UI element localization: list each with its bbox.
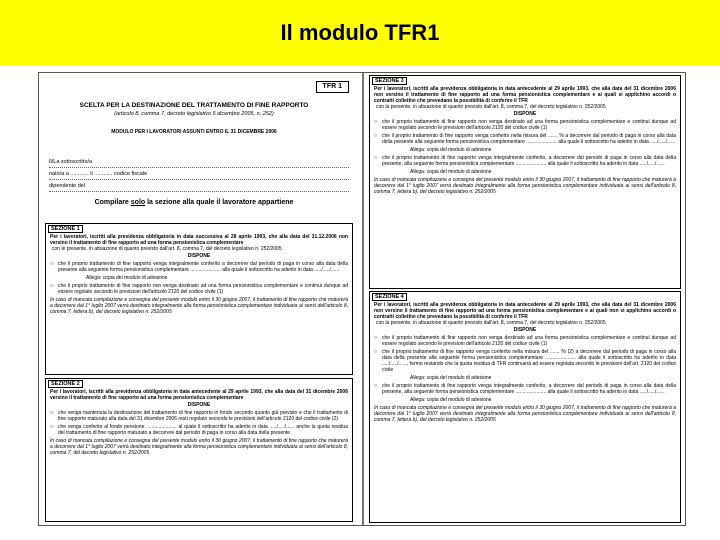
form-title: SCELTA PER LA DESTINAZIONE DEL TRATTAMENTO DI FINE RAPPORTO: [79, 102, 309, 109]
allega-note: Allega: copia del modulo di adesione: [410, 375, 492, 381]
section-label: SEZIONE 2: [48, 380, 83, 388]
radio-icon: ○: [374, 133, 378, 139]
section-note: In caso di mancata compilazione e consegna del presente modulo entro il 30 giugno 2007, il trattamento di fine rapporto che maturerà a decorrere dal 1° luglio 2007 verrà destinato integralmente alla forma pensionistica complementare individuata ai sensi dell'articolo 8, comma 7, del decreto legislativo n. 252/2005: [50, 438, 348, 456]
dispone-heading: DISPONE: [513, 111, 537, 117]
option-3: ○ che il proprio trattamento di fine rapporto venga integralmente conferito, a decorrere dal periodo di paga in corso alla data della presente, alla seguente forma pensionistica complementare ...................... alla quale il sottoscritto ha aderito in data ...../...../......: [374, 155, 676, 167]
radio-icon: ○: [50, 261, 54, 267]
section-context: con la presente, in attuazione di quanto previsto dall'art. 8, comma 7, del decreto legislativo n. 252/2005: [376, 104, 606, 110]
option-1: ○ che venga mantenuta la destinazione del trattamento di fine rapporto in fondo secondo quanto già previsto e che il trattamento di fine rapporto maturato alla data del 31 dicembre 2006 resti regolato secondo le previsioni dell'articolo 2120 del codice civile (2): [50, 410, 348, 422]
section-label: SEZIONE 3: [372, 77, 407, 85]
option-2: ○ che il proprio trattamento di fine rapporto venga conferito nella misura del ....... % a decorrere dal periodo di paga in corso alla data della presente alla seguente forma pensionistica complementare ...................... alla quale il sottoscritto ha aderito in data ...../...../......: [374, 133, 676, 145]
section-context: con la presente, in attuazione di quanto previsto dall'art. 8, comma 7, del decreto legislativo n. 252/2005: [376, 320, 606, 326]
left-column: [39, 73, 362, 525]
field-nato: nato/a a ............ il ............ codice fiscale: [49, 171, 349, 180]
form-subtitle: (articolo 8, comma 7, decreto legislativo 5 dicembre 2005, n. 252): [114, 111, 274, 117]
radio-icon: ○: [50, 424, 54, 430]
allega-note: Allega: copia del modulo di adesione: [410, 147, 492, 153]
option-1: ○ che il proprio trattamento di fine rapporto venga integralmente conferito a decorrere dal periodo di paga in corso alla data della presente alla seguente forma pensionistica complementare ...................... alla quale il sottoscritto ha aderito in data ...../...../......: [50, 261, 348, 273]
slide-title: Il modulo TFR1: [280, 19, 440, 45]
section-intro: Per i lavoratori, iscritti alla previdenza obbligatoria in data antecedente al 29 aprile 1993, che alla data del 31 dicembre 2006 non versino il trattamento di fine rapporto ad una forma pensionistica complementare e ai quali si applichino accordi o contratti collettivi che prevedano la possibilità di conferire il TFR: [374, 86, 676, 104]
section-note: In caso di mancata compilazione e consegna del presente modulo entro il 30 giugno 2007, il trattamento di fine rapporto che maturerà a decorrere dal 1° luglio 2007 verrà destinato integralmente alla forma pensionistica complementare individuata ai sensi dell'articolo 8, comma 7, lettera b), del decreto legislativo n. 252/2005: [374, 405, 676, 423]
tfr1-form-image: [38, 72, 686, 526]
section-label: SEZIONE 1: [48, 225, 83, 233]
section-label: SEZIONE 4: [372, 293, 407, 301]
radio-icon: ○: [374, 119, 378, 125]
section-3: [369, 75, 681, 289]
radio-icon: ○: [50, 410, 54, 416]
section-context: con le presente, in attuazione di quanto previsto dall'art. 8, comma 7, del decreto legislativo n. 252/2005: [52, 246, 282, 252]
section-2: [45, 378, 353, 522]
right-column: [365, 73, 685, 525]
option-2: ○ che venga conferito al fondo pensione ...................... al quale il sottoscritto ha aderito in data ...../...../...... anche la quota residua del trattamento di fine rapporto maturato a decorrere dal periodo di paga in corso alla data della presente: [50, 424, 348, 436]
allega-note: Allega: copia del modulo di adesione: [410, 397, 492, 403]
option-2: ○ che il proprio trattamento di fine rapporto venga conferito nella misura del ....... % (2) a decorrere dal periodo di paga in corso alla data della presente alla seguente forma pensionistica complementare ...................... alla quale il sottoscritto ha aderito in data ...../...../......, fermo restando che la quota residua di TFR continuerà ad essere regolata secondo le previsioni dell'art. 2120 del codice civile: [374, 349, 676, 373]
section-1: [45, 223, 353, 375]
column-divider: [362, 73, 364, 525]
radio-icon: ○: [374, 349, 378, 355]
field-dipendente: dipendente del: [49, 183, 349, 192]
dispone-heading: DISPONE: [187, 253, 211, 259]
section-intro: Per i lavoratori, iscritti alla previdenza obbligatoria in data successiva al 28 aprile 1993, che alla data del 31.12.2006 non versino il trattamento di fine rapporto ad una forma pensionistica complementare: [50, 234, 348, 246]
option-2: ○ che il proprio trattamento di fine rapporto non venga destinato ad una forma pensionistica complementare e continui dunque ad essere regolato secondo le previsioni dell'articolo 2120 del codice civile (1): [50, 283, 348, 295]
option-1: ○ che il proprio trattamento di fine rapporto non venga destinato ad una forma pensionistica complementare e continui dunque ad essere regolato secondo le previsioni dell'articolo 2120 del codice civile (1): [374, 119, 676, 131]
radio-icon: ○: [50, 283, 54, 289]
radio-icon: ○: [374, 335, 378, 341]
radio-icon: ○: [374, 155, 378, 161]
section-intro: Per i lavoratori, iscritti alla previdenza obbligatoria in data antecedente al 29 aprile 1993, che alla data del 31 dicembre 2006 versino il trattamento di fine rapporto ad una forma pensionistica complementare: [50, 389, 348, 401]
option-3: ○ che il proprio trattamento di fine rapporto venga integralmente conferito, a decorrere dal periodo di paga in corso alla data della presente, alla seguente forma pensionistica complementare ...................... alla quale il sottoscritto ha aderito in data ...../...../......: [374, 383, 676, 395]
radio-icon: ○: [374, 383, 378, 389]
form-module-line: MODULO PER I LAVORATORI ASSUNTI ENTRO IL 31 DICEMBRE 2006: [111, 129, 277, 135]
field-sottoscritto: Il/La sottoscritto/a: [49, 159, 349, 168]
slide-title-bar: [0, 0, 720, 65]
option-1: ○ che il proprio trattamento di fine rapporto non venga destinato ad una forma pensionistica complementare e continui dunque ad essere regolato secondo le previsioni dell'articolo 2120 del codice civile (1): [374, 335, 676, 347]
allega-note: Allega: copia del modulo di adesione: [86, 275, 168, 281]
section-note: In caso di mancata compilazione e consegna del presente modulo entro il 30 giugno 2007, il trattamento di fine rapporto che maturerà a decorrere dal 1° luglio 2007 verrà destinato integralmente alla forma pensionistica complementare individuata ai sensi dell'articolo 8, comma 7, lettera b), del decreto legislativo n. 252/2005: [50, 297, 348, 315]
dispone-heading: DISPONE: [513, 327, 537, 333]
section-4: [369, 291, 681, 523]
section-note: In caso di mancata compilazione e consegna del presente modulo entro il 30 giugno 2007, il trattamento di fine rapporto che maturerà a decorrere dal 1° luglio 2007 verrà destinato integralmente alla forma pensionistica complementare individuata ai sensi dell'articolo 8, comma 7, lettera b), del decreto legislativo n. 252/2005: [374, 177, 676, 195]
form-code-box: TFR 1: [316, 81, 349, 93]
section-intro: Per i lavoratori, iscritti alla previdenza obbligatoria in data antecedente al 29 aprile 1993, che alla data del 31 dicembre 2006 non versino il trattamento di fine rapporto ad una forma pensionistica complementare e ai quali non si applichino accordi o contratti collettivi che prevedano la possibilità di conferire il TFR: [374, 302, 676, 320]
form-instruction: Compilare solo la sezione alla quale il lavoratore appartiene: [94, 199, 294, 206]
dispone-heading: DISPONE: [187, 402, 211, 408]
allega-note: Allega: copia del modulo di adesione: [410, 169, 492, 175]
